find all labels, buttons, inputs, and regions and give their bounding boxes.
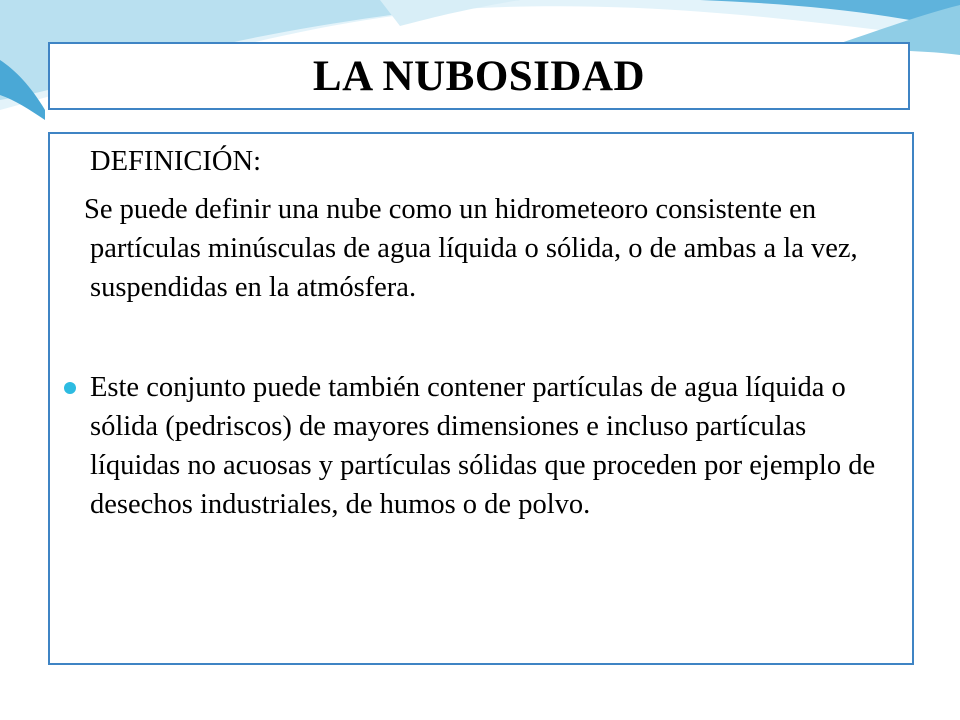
definition-heading: DEFINICIÓN: — [90, 146, 261, 177]
bullet-paragraph: Este conjunto puede también contener partículas de agua líquida o sólida (pedriscos) de mayores dimensiones e incluso partículas líquidas no acuosas y partículas sólidas que proceden por ejemplo de desechos industriales, de humos o de polvo. — [90, 372, 876, 520]
definition-paragraph: Se puede definir una nube como un hidrometeoro consistente en partículas minúsculas de agua líquida o sólida, o de ambas a la vez, suspendidas en la atmósfera. — [84, 194, 858, 303]
slide-title: LA NUBOSIDAD — [312, 52, 646, 100]
title-frame — [48, 42, 910, 110]
content-frame — [48, 132, 914, 665]
bullet-icon — [64, 382, 76, 394]
